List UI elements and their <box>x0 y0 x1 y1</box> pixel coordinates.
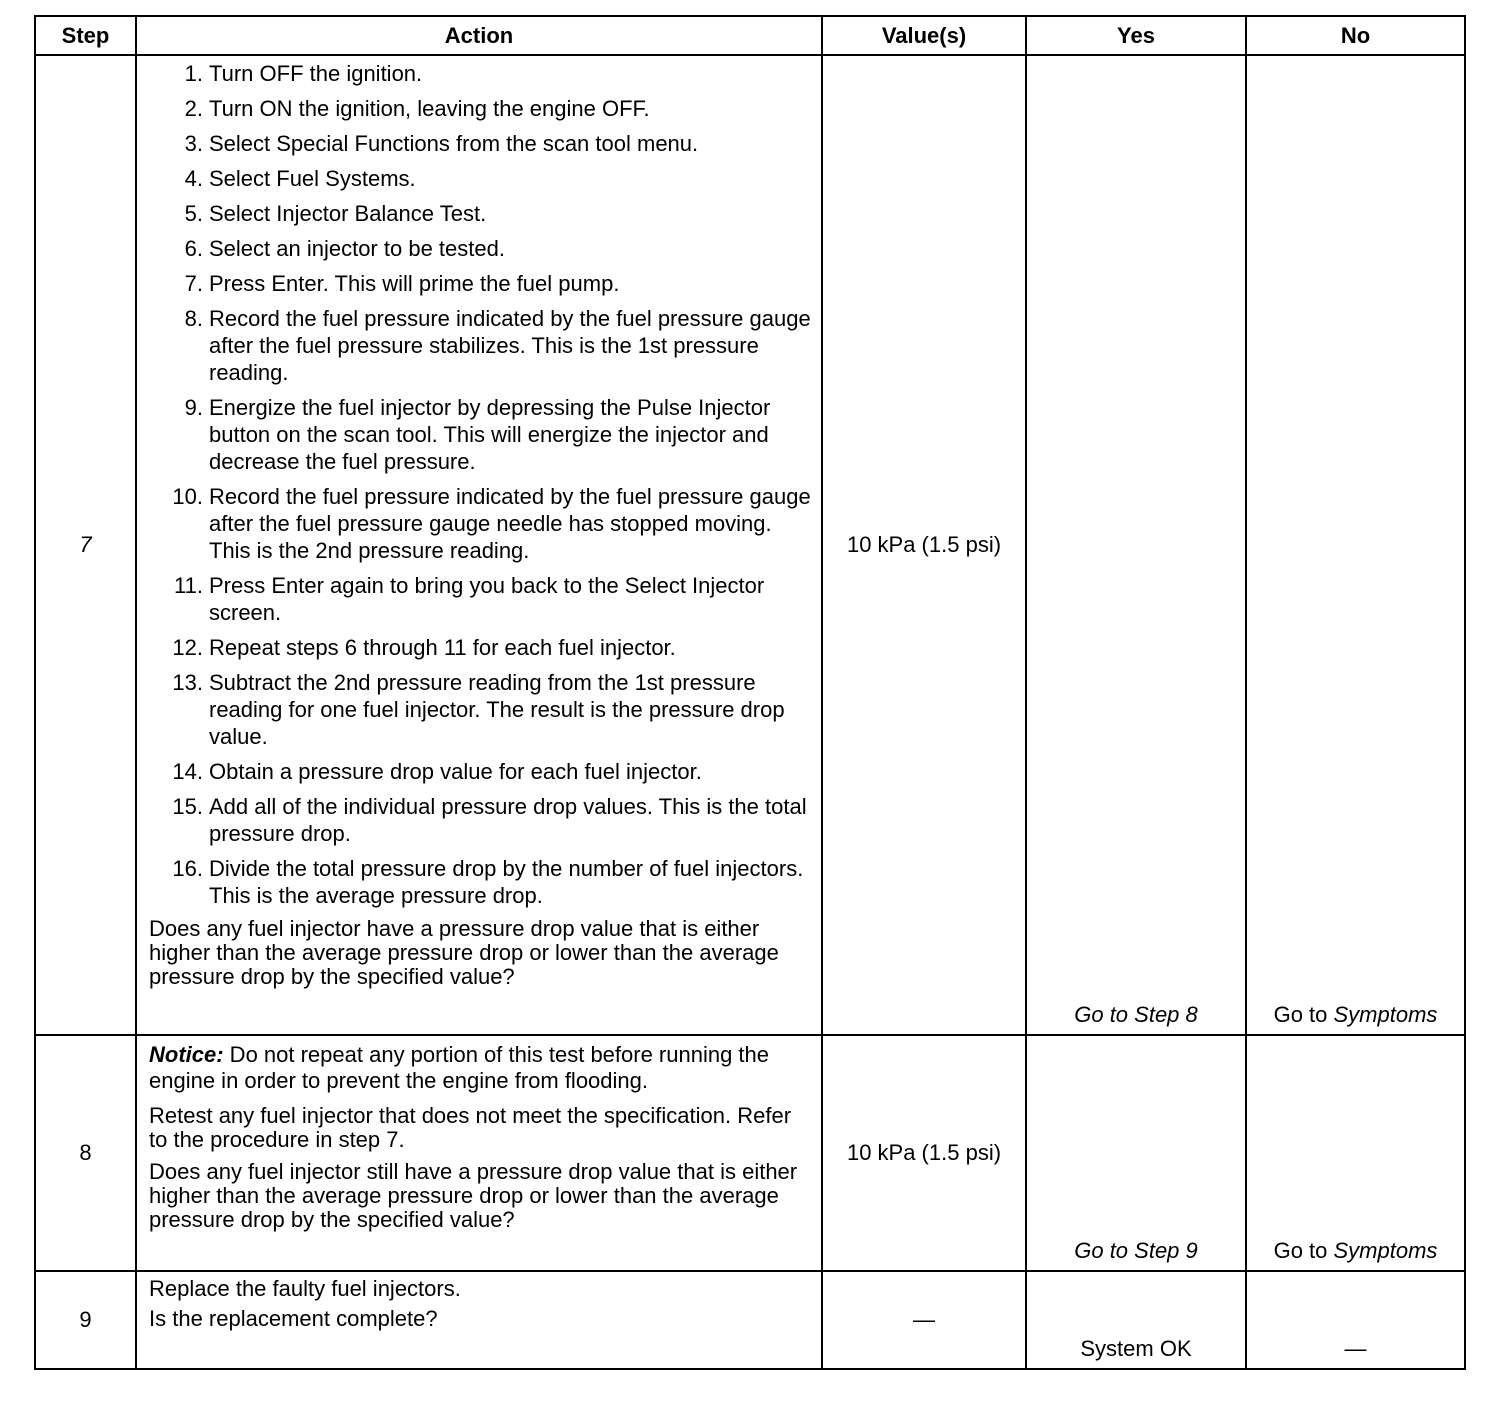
notice-label: Notice: <box>149 1042 224 1067</box>
list-item <box>137 394 813 475</box>
action-cell <box>136 55 822 1035</box>
list-item-number: 6. <box>184 236 203 261</box>
yes-link-text: Go to Step 8 <box>1074 1002 1198 1027</box>
list-item-text: Press Enter again to bring you back to the Select Injector screen. <box>209 573 765 625</box>
notice-text: Do not repeat any portion of this test before running the engine in order to prevent the engine from flooding. <box>149 1042 770 1093</box>
no-link-text: Symptoms <box>1333 1238 1438 1263</box>
list-item-number: 2. <box>184 96 203 121</box>
list-item-text: Turn ON the ignition, leaving the engine OFF. <box>209 96 650 121</box>
no-text: — <box>1344 1336 1367 1361</box>
no-cell <box>1246 1035 1465 1271</box>
list-item <box>137 793 813 847</box>
list-item-text: Select Fuel Systems. <box>209 166 416 191</box>
list-item-text: Repeat steps 6 through 11 for each fuel injector. <box>209 635 676 660</box>
header-action: Action <box>136 16 822 55</box>
table-row-step-7 <box>35 55 1465 1035</box>
value-cell: — <box>822 1271 1026 1369</box>
action-question: Does any fuel injector have a pressure drop value that is either higher than the average pressure drop or lower than the average pressure drop by the specified value? <box>149 916 779 989</box>
retest-paragraph: Retest any fuel injector that does not meet the specification. Refer to the procedure in step 7. <box>149 1103 792 1152</box>
table-row-step-8 <box>35 1035 1465 1271</box>
list-item-text: Turn OFF the ignition. <box>209 61 423 86</box>
list-item-number: 4. <box>184 166 203 191</box>
list-item <box>137 669 813 750</box>
list-item-number: 9. <box>184 395 203 420</box>
header-values: Value(s) <box>822 16 1026 55</box>
list-item <box>137 572 813 626</box>
list-item-number: 5. <box>184 201 203 226</box>
list-item-number: 12. <box>172 635 203 660</box>
yes-link-text: Go to Step 9 <box>1074 1238 1198 1263</box>
list-item-text: Record the fuel pressure indicated by the fuel pressure gauge after the fuel pressure stabilizes. This is the 1st pressure reading. <box>209 306 811 385</box>
table-row-step-9 <box>35 1271 1465 1369</box>
list-item <box>137 165 813 192</box>
header-row <box>35 16 1465 55</box>
no-cell <box>1246 55 1465 1035</box>
yes-cell <box>1026 55 1246 1035</box>
list-item <box>137 483 813 564</box>
list-item <box>137 270 813 297</box>
action-question: Is the replacement complete? <box>149 1306 438 1331</box>
no-cell <box>1246 1271 1465 1369</box>
no-text-prefix: Go to <box>1273 1238 1334 1263</box>
yes-text: System OK <box>1080 1336 1192 1361</box>
list-item-number: 11. <box>174 573 203 598</box>
notice-paragraph <box>137 1036 821 1102</box>
list-item-number: 16. <box>172 856 203 881</box>
list-item <box>137 130 813 157</box>
list-item-text: Select an injector to be tested. <box>209 236 505 261</box>
list-item-number: 1. <box>184 61 203 86</box>
list-item <box>137 634 813 661</box>
list-item-text: Select Injector Balance Test. <box>209 201 487 226</box>
no-link-text: Symptoms <box>1333 1002 1438 1027</box>
list-item <box>137 758 813 785</box>
action-steps-list <box>137 56 821 909</box>
list-item-number: 13. <box>172 670 203 695</box>
action-cell <box>136 1271 822 1369</box>
list-item <box>137 855 813 909</box>
yes-cell <box>1026 1271 1246 1369</box>
list-item-number: 8. <box>184 306 203 331</box>
list-item-number: 7. <box>184 271 203 296</box>
step-number: 9 <box>35 1271 136 1369</box>
list-item-text: Add all of the individual pressure drop values. This is the total pressure drop. <box>209 794 807 846</box>
action-question: Does any fuel injector still have a pressure drop value that is either higher than the average pressure drop or lower than the average pressure drop by the specified value? <box>149 1159 798 1232</box>
list-item-text: Record the fuel pressure indicated by the fuel pressure gauge after the fuel pressure gauge needle has stopped moving. This is the 2nd pressure reading. <box>209 484 811 563</box>
list-item <box>137 60 813 87</box>
yes-cell <box>1026 1035 1246 1271</box>
list-item-text: Divide the total pressure drop by the number of fuel injectors. This is the average pressure drop. <box>209 856 804 908</box>
list-item-number: 10. <box>172 484 203 509</box>
list-item <box>137 305 813 386</box>
list-item-number: 3. <box>184 131 203 156</box>
list-item <box>137 95 813 122</box>
header-no: No <box>1246 16 1465 55</box>
list-item-number: 14. <box>172 759 203 784</box>
step-number: 7 <box>35 55 136 1035</box>
step-number: 8 <box>35 1035 136 1271</box>
diagnostic-table <box>34 15 1466 1370</box>
action-cell <box>136 1035 822 1271</box>
list-item <box>137 235 813 262</box>
list-item-text: Select Special Functions from the scan tool menu. <box>209 131 699 156</box>
value-cell: 10 kPa (1.5 psi) <box>822 1035 1026 1271</box>
header-step: Step <box>35 16 136 55</box>
list-item <box>137 200 813 227</box>
list-item-text: Press Enter. This will prime the fuel pump. <box>209 271 620 296</box>
list-item-text: Subtract the 2nd pressure reading from the 1st pressure reading for one fuel injector. The result is the pressure drop value. <box>209 670 785 749</box>
list-item-text: Obtain a pressure drop value for each fuel injector. <box>209 759 702 784</box>
replace-paragraph: Replace the faulty fuel injectors. <box>149 1276 461 1301</box>
no-text-prefix: Go to <box>1273 1002 1334 1027</box>
value-cell: 10 kPa (1.5 psi) <box>822 55 1026 1035</box>
header-yes: Yes <box>1026 16 1246 55</box>
list-item-text: Energize the fuel injector by depressing the Pulse Injector button on the scan tool. This will energize the injector and decrease the fuel pressure. <box>209 395 771 474</box>
list-item-number: 15. <box>172 794 203 819</box>
